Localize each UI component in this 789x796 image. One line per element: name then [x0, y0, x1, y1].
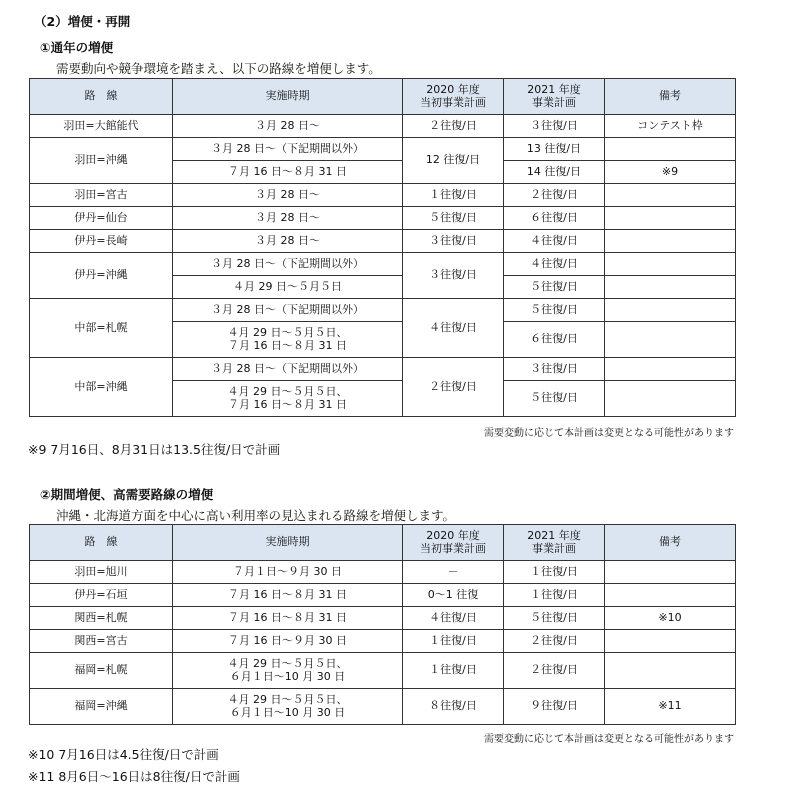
plan-2021-cell: ９往復/日: [504, 689, 605, 725]
remarks-cell: ※11: [605, 689, 736, 725]
remarks-cell: [605, 207, 736, 230]
plan-2020-cell: 0～1 往復: [403, 584, 504, 607]
table-row: [30, 630, 736, 653]
part2-title: ②期間増便、高需要路線の増便: [40, 487, 214, 502]
plan-2020-cell: ２往復/日: [403, 358, 504, 417]
table-row: [30, 653, 736, 689]
route-cell: 伊丹=石垣: [30, 584, 173, 607]
plan-2021-cell: ５往復/日: [504, 607, 605, 630]
plan-2021-cell: ３往復/日: [504, 115, 605, 138]
table-row: [30, 607, 736, 630]
footnote-10: ※10 7月16日は4.5往復/日で計画: [28, 747, 219, 762]
part1-title: ①通年の増便: [40, 40, 114, 55]
table-row: [30, 115, 736, 138]
part1-lead: 需要動向や競争環境を踏まえ、以下の路線を増便します。: [56, 61, 381, 76]
header-remarks: 備考: [605, 79, 736, 115]
plan-2021-cell: ４往復/日: [504, 230, 605, 253]
header-remarks: 備考: [605, 525, 736, 561]
plan-2021-cell: 14 往復/日: [504, 161, 605, 184]
remarks-cell: [605, 358, 736, 381]
header-plan-2021: 2021 年度 事業計画: [504, 79, 605, 115]
period-cell: ７月 16 日～９月 30 日: [173, 630, 403, 653]
table-row: [30, 561, 736, 584]
route-cell: 中部=沖縄: [30, 358, 173, 417]
part2-lead: 沖縄・北海道方面を中心に高い利用率の見込まれる路線を増便します。: [56, 508, 456, 523]
plan-2021-cell: ６往復/日: [504, 207, 605, 230]
period-cell: ３月 28 日～（下記期間以外）: [173, 358, 403, 381]
plan-2020-cell: 12 往復/日: [403, 138, 504, 184]
period-cell: ３月 28 日～（下記期間以外）: [173, 299, 403, 322]
period-cell: ４月 29 日～５月５日、 ７月 16 日～８月 31 日: [173, 381, 403, 417]
plan-2021-cell: ６往復/日: [504, 322, 605, 358]
route-cell: 福岡=沖縄: [30, 689, 173, 725]
route-cell: 羽田=宮古: [30, 184, 173, 207]
remarks-cell: [605, 253, 736, 276]
period-cell: ７月１日～９月 30 日: [173, 561, 403, 584]
header-period: 実施時期: [173, 525, 403, 561]
plan-2020-cell: －: [403, 561, 504, 584]
plan-2021-cell: １往復/日: [504, 561, 605, 584]
plan-2021-cell: ２往復/日: [504, 630, 605, 653]
plan-2021-cell: ５往復/日: [504, 299, 605, 322]
remarks-cell: [605, 381, 736, 417]
table-header-row: [30, 79, 736, 115]
header-plan-2021: 2021 年度 事業計画: [504, 525, 605, 561]
section-title: （2）増便・再開: [34, 14, 131, 29]
remarks-cell: ※10: [605, 607, 736, 630]
remarks-cell: [605, 184, 736, 207]
plan-2020-cell: ３往復/日: [403, 253, 504, 299]
plan-2020-cell: １往復/日: [403, 184, 504, 207]
plan-2021-cell: １往復/日: [504, 584, 605, 607]
route-cell: 関西=宮古: [30, 630, 173, 653]
period-cell: ７月 16 日～８月 31 日: [173, 584, 403, 607]
footnote-11: ※11 8月6日～16日は8往復/日で計画: [28, 769, 240, 784]
remarks-cell: [605, 230, 736, 253]
remarks-cell: [605, 561, 736, 584]
header-route: 路 線: [30, 525, 173, 561]
remarks-cell: [605, 138, 736, 161]
plan-2021-cell: ３往復/日: [504, 358, 605, 381]
table-row: [30, 253, 736, 276]
table-row: [30, 207, 736, 230]
header-route: 路 線: [30, 79, 173, 115]
period-cell: ３月 28 日～（下記期間以外）: [173, 253, 403, 276]
header-plan-2020: 2020 年度 当初事業計画: [403, 525, 504, 561]
remarks-cell: [605, 584, 736, 607]
route-cell: 羽田=旭川: [30, 561, 173, 584]
plan-2020-cell: ２往復/日: [403, 115, 504, 138]
plan-2021-cell: ５往復/日: [504, 276, 605, 299]
period-increase-table: [29, 524, 736, 725]
plan-2021-cell: ４往復/日: [504, 253, 605, 276]
route-cell: 伊丹=長崎: [30, 230, 173, 253]
table-row: [30, 584, 736, 607]
plan-2020-cell: ４往復/日: [403, 299, 504, 358]
annual-increase-table: [29, 78, 736, 417]
remarks-cell: コンテスト枠: [605, 115, 736, 138]
plan-2020-cell: ４往復/日: [403, 607, 504, 630]
remarks-cell: [605, 276, 736, 299]
footnote-9: ※9 7月16日、8月31日は13.5往復/日で計画: [28, 442, 281, 457]
route-cell: 伊丹=仙台: [30, 207, 173, 230]
period-cell: ３月 28 日～: [173, 230, 403, 253]
plan-2021-cell: ５往復/日: [504, 381, 605, 417]
remarks-cell: [605, 630, 736, 653]
period-cell: ３月 28 日～: [173, 184, 403, 207]
period-cell: ４月 29 日～５月５日、 ６月１日～10 月 30 日: [173, 689, 403, 725]
period-cell: ４月 29 日～５月５日、 ６月１日～10 月 30 日: [173, 653, 403, 689]
period-cell: ４月 29 日～５月５日、 ７月 16 日～８月 31 日: [173, 322, 403, 358]
period-cell: ７月 16 日～８月 31 日: [173, 607, 403, 630]
plan-2020-cell: ８往復/日: [403, 689, 504, 725]
plan-2020-cell: ５往復/日: [403, 207, 504, 230]
period-cell: ３月 28 日～（下記期間以外）: [173, 138, 403, 161]
period-cell: ３月 28 日～: [173, 115, 403, 138]
table-row: [30, 138, 736, 161]
table-row: [30, 358, 736, 381]
period-cell: ４月 29 日～５月５日: [173, 276, 403, 299]
header-period: 実施時期: [173, 79, 403, 115]
table-header-row: [30, 525, 736, 561]
period-cell: ７月 16 日～８月 31 日: [173, 161, 403, 184]
part1-table-note: 需要変動に応じて本計画は変更となる可能性があります: [484, 428, 734, 439]
route-cell: 羽田=沖縄: [30, 138, 173, 184]
plan-2020-cell: ３往復/日: [403, 230, 504, 253]
period-cell: ３月 28 日～: [173, 207, 403, 230]
remarks-cell: ※9: [605, 161, 736, 184]
remarks-cell: [605, 299, 736, 322]
plan-2021-cell: ２往復/日: [504, 653, 605, 689]
plan-2020-cell: １往復/日: [403, 653, 504, 689]
route-cell: 中部=札幌: [30, 299, 173, 358]
table-row: [30, 689, 736, 725]
route-cell: 関西=札幌: [30, 607, 173, 630]
plan-2021-cell: 13 往復/日: [504, 138, 605, 161]
route-cell: 福岡=札幌: [30, 653, 173, 689]
table-row: [30, 230, 736, 253]
table-row: [30, 299, 736, 322]
route-cell: 羽田=大館能代: [30, 115, 173, 138]
header-plan-2020: 2020 年度 当初事業計画: [403, 79, 504, 115]
plan-2021-cell: ２往復/日: [504, 184, 605, 207]
route-cell: 伊丹=沖縄: [30, 253, 173, 299]
remarks-cell: [605, 322, 736, 358]
part2-table-note: 需要変動に応じて本計画は変更となる可能性があります: [484, 734, 734, 745]
table-row: [30, 184, 736, 207]
remarks-cell: [605, 653, 736, 689]
plan-2020-cell: １往復/日: [403, 630, 504, 653]
